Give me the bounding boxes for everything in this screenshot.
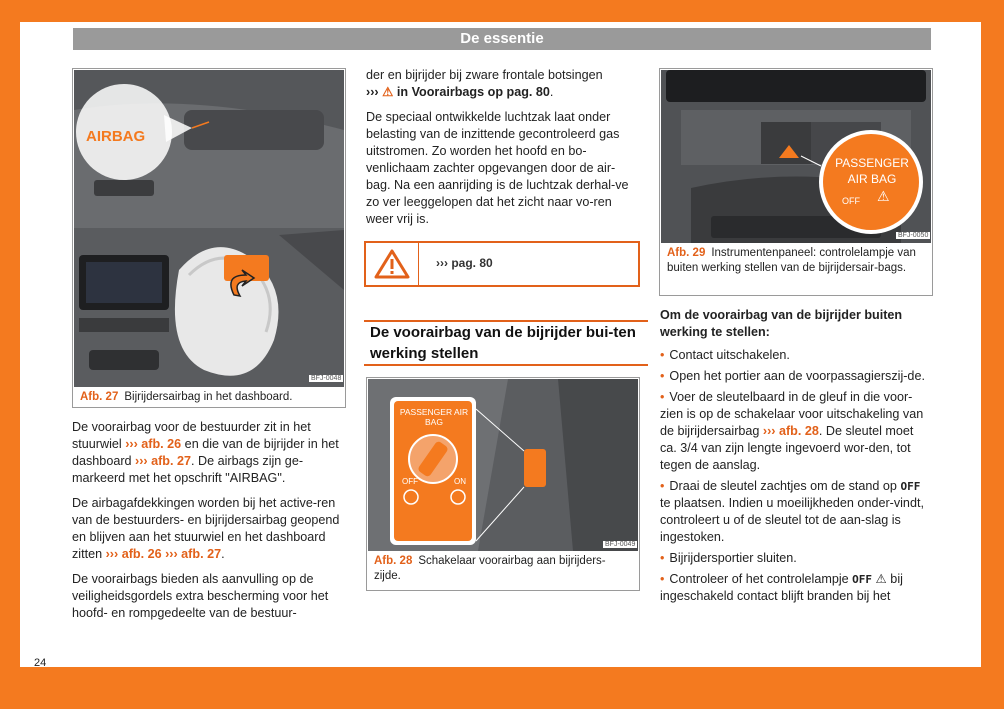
paragraph: De speciaal ontwikkelde luchtzak laat onder belasting van de inzittende gecontroleerd gas uitstromen. Zo worden het hoofd en bo-venlichaam zachter opgevangen door de air-bag. Na een aanrijding is de luchtzak derhal-ve zo ver leeggelopen dat het zicht naar vo-ren weer vrij is. — [366, 110, 629, 226]
figure-label: Afb. 28 — [374, 555, 413, 567]
warning-triangle-icon — [374, 249, 410, 279]
warning-sep — [418, 243, 419, 285]
figure-29 — [659, 68, 933, 296]
figure-link[interactable]: ››› afb. 27 — [165, 547, 222, 561]
caption-text: Instrumentenpaneel: controlelampje van buiten werking stellen van de bijrijdersair-bags. — [667, 247, 916, 274]
switch-off-label: OFF — [402, 477, 418, 486]
warning-page-link[interactable]: ››› pag. 80 — [436, 256, 493, 270]
switch-on-label: ON — [454, 477, 466, 486]
callout-off: OFF — [842, 196, 860, 206]
instrument-panel-photo — [661, 70, 931, 243]
caption-text: Schakelaar voorairbag aan bijrijders-zijde. — [374, 555, 606, 582]
warning-box — [364, 241, 640, 287]
section-title: De voorairbag van de bijrijder bui-ten werking stellen — [364, 320, 648, 366]
list-item: • Voer de sleutelbaard in de gleuf in die voor-zien is op de schakelaar voor uitschakeling van de bijrijdersairbag ››› afb. 28. De sleutel moet ca. 3/4 van zijn lengte ingevoerd wor-den, tot tegen de aanslag. — [660, 390, 924, 472]
column-3 — [660, 307, 932, 609]
list-item: • Contact uitschakelen. — [660, 348, 790, 362]
airbag-label: AIRBAG — [86, 128, 146, 145]
figure-label: Afb. 29 — [667, 247, 706, 259]
paragraph: De voorairbag voor de bestuurder zit in het stuurwiel ››› afb. 26 en die van de bijrijder in het dashboard ››› afb. 27. De airbags zijn ge-markeerd met het opschrift "AIRBAG". — [72, 420, 339, 485]
figure-code: BFJ-0050 — [898, 232, 929, 239]
figure-code: BFJ-0048 — [311, 375, 342, 382]
passenger-airbag-icon: ⚠ — [877, 188, 890, 204]
list-item: • Open het portier aan de voorpassagierszij-de. — [660, 369, 925, 383]
section-heading: Om de voorairbag van de bijrijder buiten werking te stellen: — [660, 308, 903, 339]
dashboard-photo — [74, 70, 344, 387]
figure-link[interactable]: ››› afb. 28 — [762, 424, 819, 438]
figure-caption — [667, 246, 925, 276]
list-item: • Draai de sleutel zachtjes om de stand op OFF te plaatsen. Indien u moeilijkheden onder-vindt, controleert u of de sleutel tot de aan-slag is ingestoken. — [660, 479, 924, 544]
switch-photo — [368, 379, 638, 551]
figure-label: Afb. 27 — [80, 391, 119, 403]
paragraph: De airbagafdekkingen worden bij het active-ren van de bestuurders- en bijrijdersairbag geopend en blijven aan het stuurwiel en het dashboard zitten ››› afb. 26 ››› afb. 27. — [72, 496, 340, 561]
bullet-icon: • — [660, 572, 665, 586]
callout-line1: PASSENGER — [835, 156, 909, 170]
warning-link[interactable]: in Voorairbags op pag. 80 — [396, 85, 550, 99]
list-item: • Bijrijdersportier sluiten. — [660, 551, 797, 565]
warning-triangle-icon: ⚠ — [382, 85, 394, 99]
passenger-airbag-off-icon: ⚠ — [875, 572, 887, 586]
list-item: • Controleer of het controlelampje OFF ⚠ bij ingeschakeld contact blijft branden bij het — [660, 572, 903, 603]
bullet-icon: • — [660, 369, 665, 383]
figure-link[interactable]: ››› afb. 26 — [105, 547, 162, 561]
caption-text: Bijrijdersairbag in het dashboard. — [124, 391, 293, 403]
figure-27 — [72, 68, 346, 408]
figure-caption — [80, 390, 340, 405]
figure-28 — [366, 377, 640, 591]
bullet-icon: • — [660, 390, 665, 404]
figure-code: BFJ-0049 — [605, 541, 636, 548]
callout-line2: AIR BAG — [847, 172, 897, 186]
figure-caption — [374, 554, 632, 584]
page-number: 24 — [34, 657, 47, 669]
bullet-icon: • — [660, 551, 665, 565]
page-header: De essentie — [73, 28, 931, 50]
bullet-icon: • — [660, 348, 665, 362]
switch-title: PASSENGER AIR BAG — [399, 407, 469, 427]
bullet-icon: • — [660, 479, 665, 493]
column-1 — [72, 419, 344, 630]
figure-link[interactable]: ››› afb. 27 — [135, 454, 192, 468]
figure-link[interactable]: ››› afb. 26 — [125, 437, 182, 451]
paragraph: De voorairbags bieden als aanvulling op de veiligheidsgordels extra bescherming voor het hoofd- en rompgedeelte van de bestuur- — [72, 572, 329, 620]
column-2 — [366, 67, 638, 236]
paragraph: der en bijrijder bij zware frontale botsingen ››› ⚠ in Voorairbags op pag. 80. — [366, 68, 603, 99]
